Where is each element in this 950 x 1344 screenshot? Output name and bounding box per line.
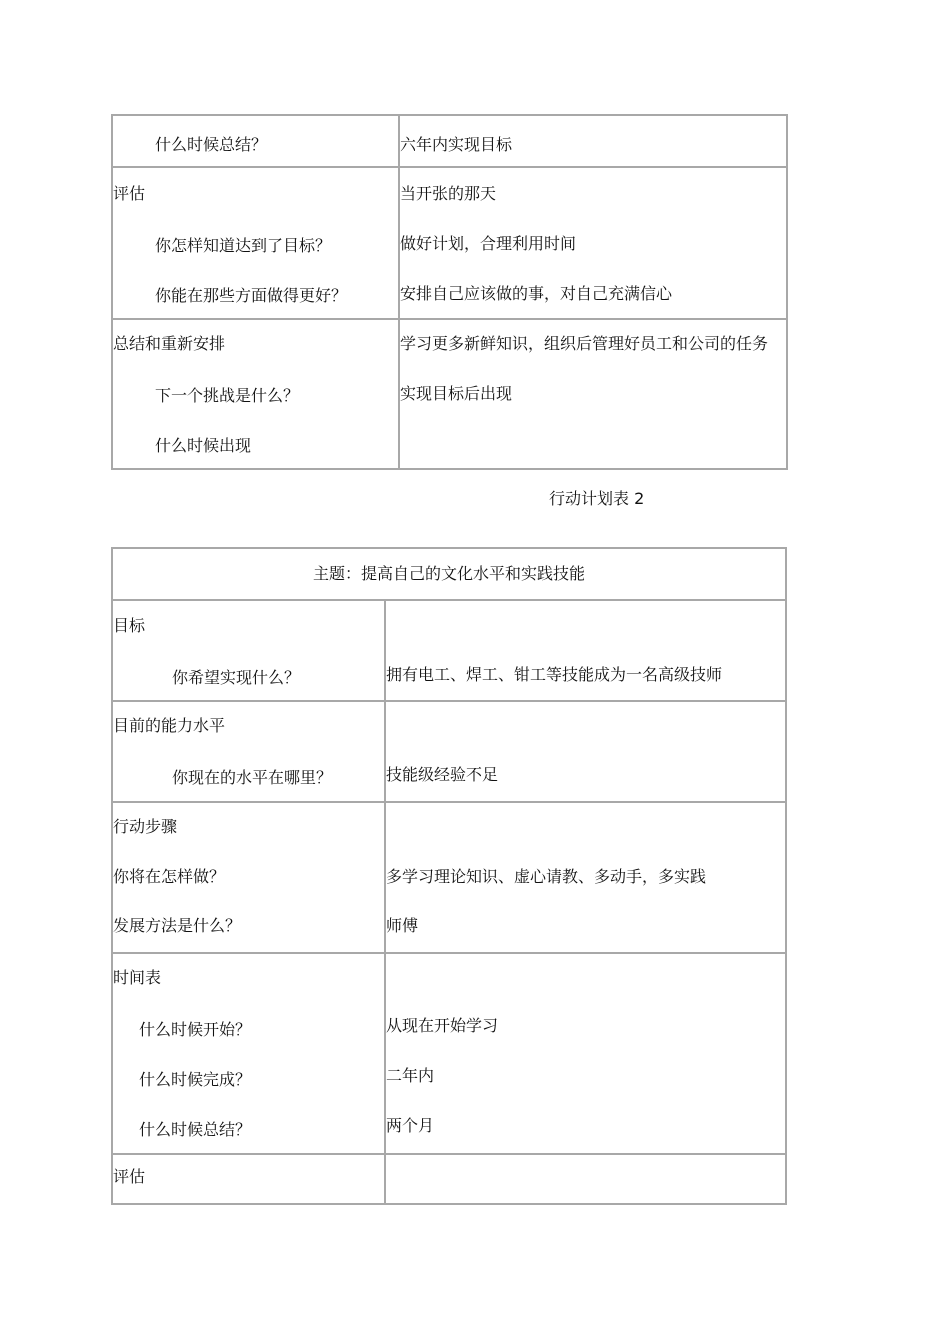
row-value: 拥有电工、焊工、钳工等技能成为一名高级技师 xyxy=(386,665,723,684)
row-value: 从现在开始学习 xyxy=(386,1016,499,1035)
row-question: 什么时候完成？ xyxy=(139,1070,252,1089)
row-question: 你怎样知道达到了目标？ xyxy=(155,236,332,255)
row-value: 师傅 xyxy=(386,916,419,935)
row-value: 技能级经验不足 xyxy=(386,765,499,784)
table-row xyxy=(112,600,786,701)
row-value: 两个月 xyxy=(386,1116,435,1135)
row-label: 评估 xyxy=(113,1167,146,1186)
table-cell xyxy=(112,319,399,469)
table-cell xyxy=(112,802,385,953)
row-question: 发展方法是什么？ xyxy=(113,916,242,935)
table-cell xyxy=(385,1154,786,1204)
row-value: 当开张的那天 xyxy=(400,184,497,203)
row-label: 时间表 xyxy=(113,968,162,987)
table-caption: 行动计划表 2 xyxy=(549,489,645,508)
row-question: 什么时候总结？ xyxy=(139,1120,252,1139)
table-cell xyxy=(112,115,399,167)
table-cell xyxy=(399,167,787,319)
row-label: 行动步骤 xyxy=(113,817,178,836)
table-cell xyxy=(112,167,399,319)
row-label: 什么时候总结？ xyxy=(155,135,268,154)
table-cell xyxy=(385,953,786,1154)
row-value: 多学习理论知识、虚心请教、多动手，多实践 xyxy=(386,867,707,886)
theme-cell xyxy=(112,548,786,600)
row-value: 学习更多新鲜知识，组织后管理好员工和公司的任务 xyxy=(400,334,769,353)
table-cell xyxy=(112,1154,385,1204)
row-value: 做好计划，合理利用时间 xyxy=(400,234,577,253)
table-cell xyxy=(385,600,786,701)
row-label: 总结和重新安排 xyxy=(113,334,226,353)
table-row xyxy=(112,1154,786,1204)
row-value: 实现目标后出现 xyxy=(400,384,513,403)
row-value: 安排自己应该做的事，对自己充满信心 xyxy=(400,284,673,303)
row-label: 评估 xyxy=(113,184,146,203)
table-cell xyxy=(112,701,385,802)
table-cell xyxy=(112,600,385,701)
table-row xyxy=(112,953,786,1154)
table-row xyxy=(112,167,787,319)
row-question: 你现在的水平在哪里？ xyxy=(172,768,333,787)
row-question: 你希望实现什么？ xyxy=(172,668,301,687)
table-row xyxy=(112,802,786,953)
table-cell xyxy=(399,115,787,167)
row-value: 六年内实现目标 xyxy=(400,135,513,154)
row-label: 目前的能力水平 xyxy=(113,716,226,735)
row-question: 下一个挑战是什么？ xyxy=(155,386,300,405)
theme-title: 主题：提高自己的文化水平和实践技能 xyxy=(312,564,585,583)
row-label: 目标 xyxy=(113,616,146,635)
table-cell xyxy=(385,701,786,802)
row-value: 二年内 xyxy=(386,1066,435,1085)
plan-table-1 xyxy=(111,114,788,470)
row-question: 什么时候开始？ xyxy=(139,1020,252,1039)
row-question: 你将在怎样做？ xyxy=(113,867,226,886)
table-cell xyxy=(399,319,787,469)
table-row xyxy=(112,701,786,802)
table-cell xyxy=(112,953,385,1154)
plan-table-2 xyxy=(111,547,787,1205)
row-question: 你能在那些方面做得更好？ xyxy=(155,286,348,305)
table-cell xyxy=(385,802,786,953)
table-row xyxy=(112,319,787,469)
row-question: 什么时候出现 xyxy=(155,436,252,455)
table-row xyxy=(112,548,786,600)
table-row xyxy=(112,115,787,167)
